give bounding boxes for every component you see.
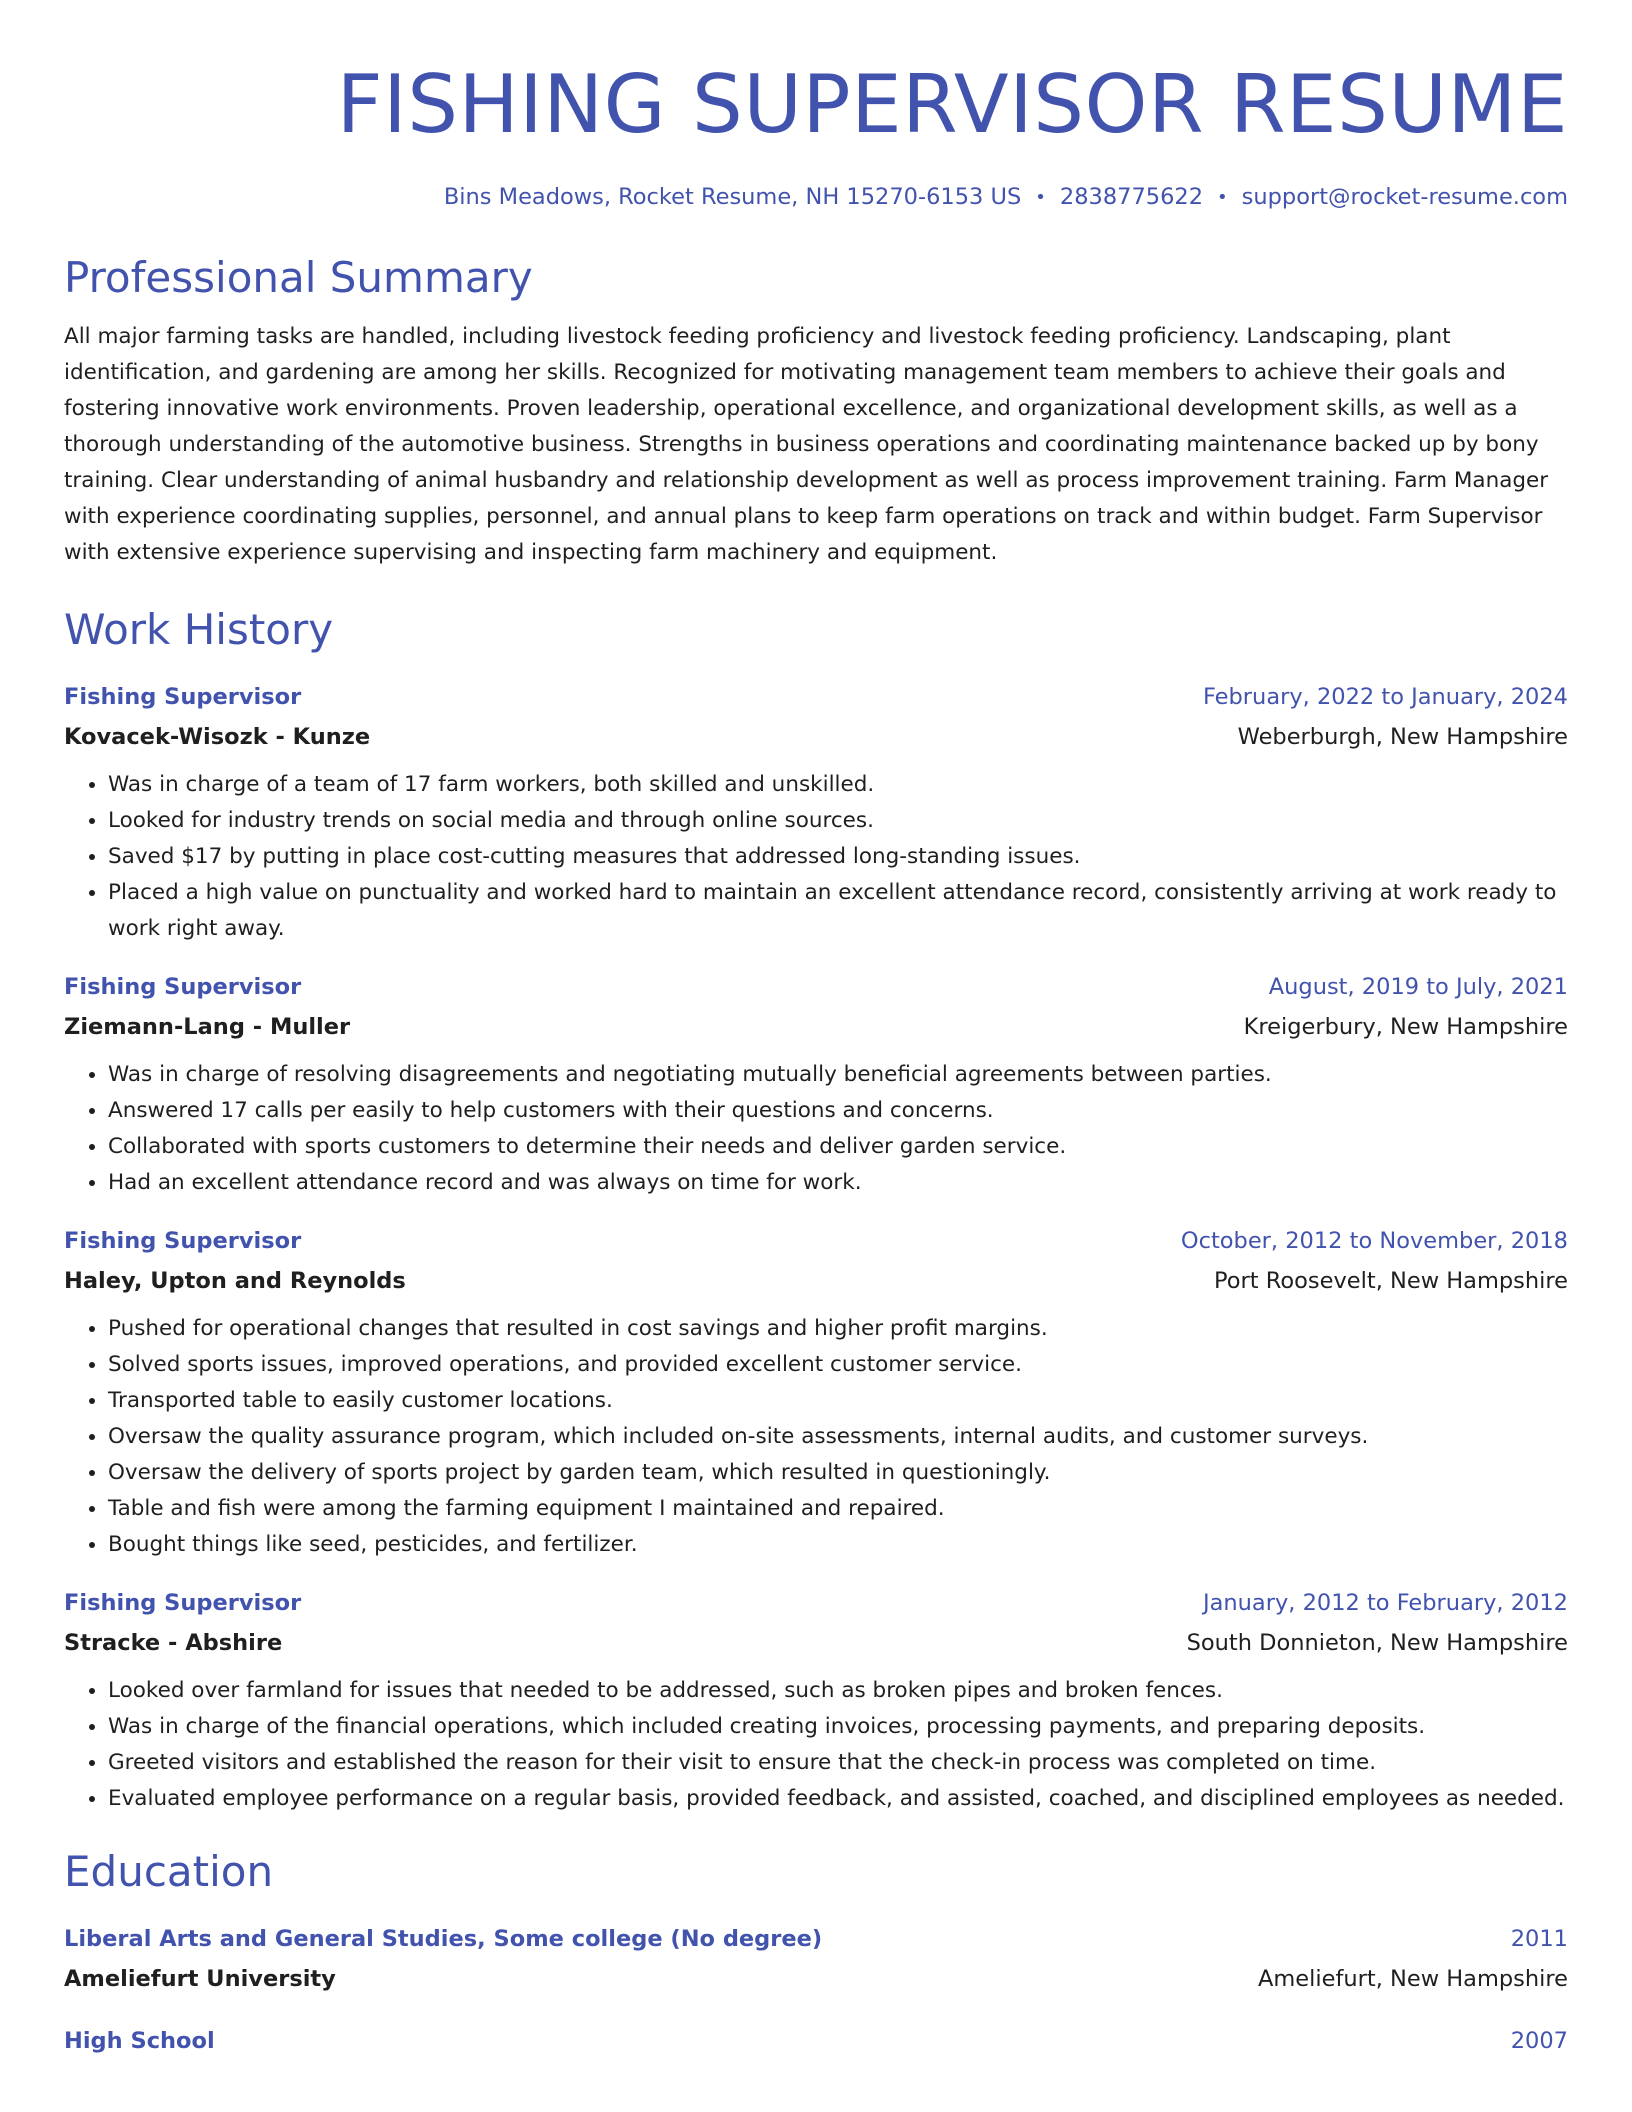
job-title: Fishing Supervisor	[64, 1589, 302, 1616]
job-bullet-item: • Looked over farmland for issues that needed to be addressed, such as broken pipes and broken fences.	[108, 1673, 1568, 1709]
job-company-row	[64, 1623, 1568, 1663]
job-bullets	[64, 1673, 1568, 1817]
job-bullet-item: • Was in charge of resolving disagreements and negotiating mutually beneficial agreements between parties.	[108, 1057, 1568, 1093]
job-location: South Donnieton, New Hampshire	[1186, 1629, 1568, 1656]
job-bullets	[64, 767, 1568, 947]
resume-page	[64, 50, 1568, 2061]
education-school-row	[64, 1959, 1568, 1999]
contact-email: support@rocket-resume.com	[1241, 184, 1568, 210]
education-degree: Liberal Arts and General Studies, Some college (No degree)	[64, 1925, 823, 1952]
bullet-separator: •	[1217, 186, 1228, 208]
job-company: Ziemann-Lang - Muller	[64, 1013, 351, 1040]
resume-title: FISHING SUPERVISOR RESUME	[336, 58, 1568, 151]
education-entry	[64, 1919, 1568, 1999]
job-bullets	[64, 1057, 1568, 1201]
education-header-row	[64, 1919, 1568, 1959]
contact-address: Bins Meadows, Rocket Resume, NH 15270-6153 US	[443, 184, 1022, 210]
job-bullet-item: • Greeted visitors and established the reason for their visit to ensure that the check-in process was completed on time.	[108, 1745, 1568, 1781]
job-bullet-item: • Placed a high value on punctuality and worked hard to maintain an excellent attendance record, consistently arriving at work ready to work right away.	[108, 875, 1568, 947]
job-bullet-item: • Was in charge of a team of 17 farm workers, both skilled and unskilled.	[108, 767, 1568, 803]
job-header-row	[64, 1221, 1568, 1261]
job-company: Haley, Upton and Reynolds	[64, 1267, 406, 1294]
education-year: 2007	[1510, 2027, 1568, 2054]
section-title-education: Education	[64, 1846, 274, 1896]
job-bullet-item: • Was in charge of the financial operations, which included creating invoices, processing payments, and preparing deposits.	[108, 1709, 1568, 1745]
job-bullet-item: • Oversaw the quality assurance program, which included on-site assessments, internal audits, and customer surveys.	[108, 1419, 1568, 1455]
contact-line	[64, 180, 1568, 215]
job-bullet-item: • Evaluated employee performance on a regular basis, provided feedback, and assisted, coached, and disciplined employees as needed.	[108, 1781, 1568, 1817]
job-entry	[64, 1583, 1568, 1817]
job-bullet-item: • Pushed for operational changes that resulted in cost savings and higher profit margins.	[108, 1311, 1568, 1347]
job-header-row	[64, 677, 1568, 717]
job-entry	[64, 677, 1568, 947]
job-title: Fishing Supervisor	[64, 683, 302, 710]
job-company-row	[64, 717, 1568, 757]
contact-phone: 2838775622	[1059, 184, 1204, 210]
job-dates: February, 2022 to January, 2024	[1202, 683, 1568, 710]
job-title: Fishing Supervisor	[64, 973, 302, 1000]
summary-text: All major farming tasks are handled, including livestock feeding proficiency and livestock feeding proficiency. Landscaping, plant identification, and gardening are among her skills. Recognized for motivating management team members to achieve their goals and fostering innovative work environments. Proven leadership, operational excellence, and organizational development skills, as well as a thorough understanding of the automotive business. Strengths in business operations and coordinating maintenance backed up by bony training. Clear understanding of animal husbandry and relationship development as well as process improvement training. Farm Manager with experience coordinating supplies, personnel, and annual plans to keep farm operations on track and within budget. Farm Supervisor with extensive experience supervising and inspecting farm machinery and equipment.	[64, 323, 1549, 565]
job-header-row	[64, 967, 1568, 1007]
job-dates: January, 2012 to February, 2012	[1202, 1589, 1568, 1616]
education-school: Ameliefurt University	[64, 1965, 336, 1992]
education-header-row	[64, 2021, 1568, 2061]
education-list	[64, 1919, 1568, 2061]
job-bullet-item: • Had an excellent attendance record and was always on time for work.	[108, 1165, 1568, 1201]
section-title-work: Work History	[64, 604, 334, 654]
job-dates: October, 2012 to November, 2018	[1180, 1227, 1568, 1254]
job-location: Weberburgh, New Hampshire	[1237, 723, 1568, 750]
job-company-row	[64, 1261, 1568, 1301]
job-bullet-item: • Solved sports issues, improved operations, and provided excellent customer service.	[108, 1347, 1568, 1383]
job-location: Port Roosevelt, New Hampshire	[1214, 1267, 1568, 1294]
education-location: Ameliefurt, New Hampshire	[1257, 1965, 1568, 1992]
job-bullets	[64, 1311, 1568, 1563]
job-company: Kovacek-Wisozk - Kunze	[64, 723, 371, 750]
job-location: Kreigerbury, New Hampshire	[1243, 1013, 1568, 1040]
bullet-separator: •	[1035, 186, 1046, 208]
job-bullet-item: • Collaborated with sports customers to determine their needs and deliver garden service.	[108, 1129, 1568, 1165]
job-dates: August, 2019 to July, 2021	[1268, 973, 1568, 1000]
job-company: Stracke - Abshire	[64, 1629, 283, 1656]
section-title-summary: Professional Summary	[64, 252, 533, 302]
job-bullet-item: • Answered 17 calls per easily to help customers with their questions and concerns.	[108, 1093, 1568, 1129]
job-entry	[64, 967, 1568, 1201]
education-year: 2011	[1510, 1925, 1568, 1952]
job-header-row	[64, 1583, 1568, 1623]
job-bullet-item: • Looked for industry trends on social media and through online sources.	[108, 803, 1568, 839]
job-entry	[64, 1221, 1568, 1563]
education-entry	[64, 2021, 1568, 2061]
job-company-row	[64, 1007, 1568, 1047]
job-bullet-item: • Oversaw the delivery of sports project by garden team, which resulted in questioningly.	[108, 1455, 1568, 1491]
job-bullet-item: • Saved $17 by putting in place cost-cutting measures that addressed long-standing issues.	[108, 839, 1568, 875]
job-bullet-item: • Transported table to easily customer locations.	[108, 1383, 1568, 1419]
job-bullet-item: • Bought things like seed, pesticides, and fertilizer.	[108, 1527, 1568, 1563]
job-title: Fishing Supervisor	[64, 1227, 302, 1254]
job-bullet-item: • Table and fish were among the farming equipment I maintained and repaired.	[108, 1491, 1568, 1527]
education-degree: High School	[64, 2027, 215, 2054]
work-history-list	[64, 677, 1568, 1817]
